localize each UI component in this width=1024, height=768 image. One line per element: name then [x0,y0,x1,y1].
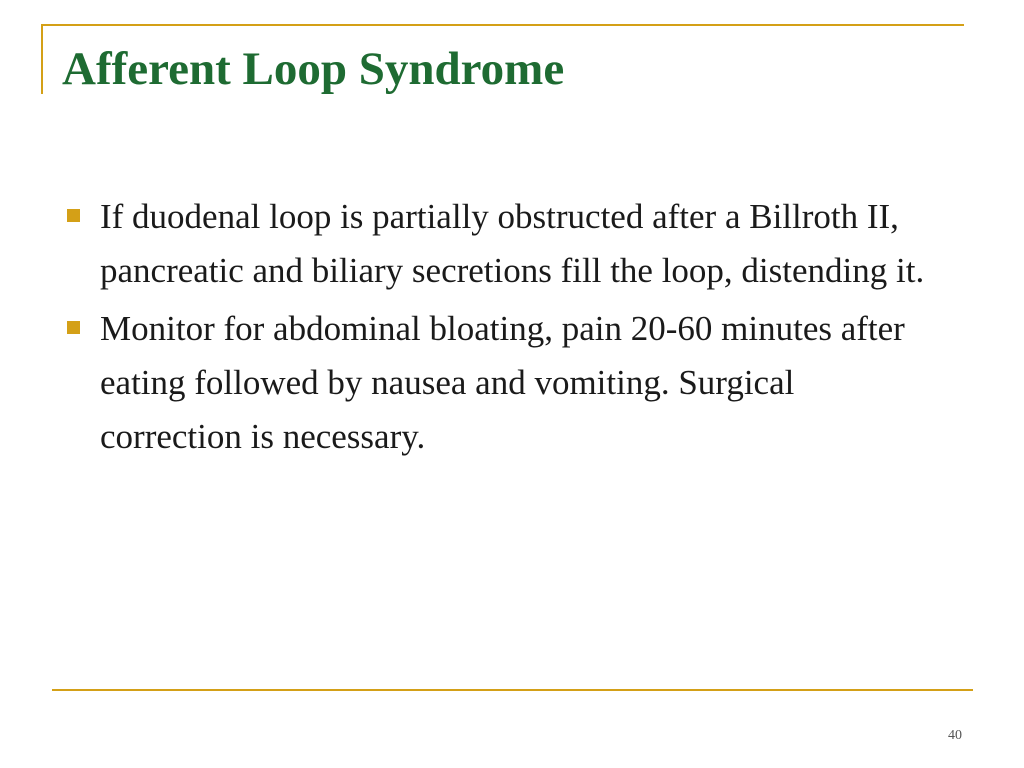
slide-title: Afferent Loop Syndrome [62,43,565,95]
left-divider [41,24,43,94]
bullet-list [64,190,944,468]
bullet-text: If duodenal loop is partially obstructed after a Billroth II, pancreatic and biliary secretions fill the loop, distending it. [100,197,925,290]
top-divider [41,24,964,26]
bullet-text: Monitor for abdominal bloating, pain 20-60 minutes after eating followed by nausea and vomiting. Surgical correction is necessary. [100,309,905,456]
square-bullet-icon [67,321,80,334]
bottom-divider [52,689,973,691]
bullet-item [64,190,944,298]
page-number: 40 [948,728,962,743]
bullet-item [64,302,944,464]
square-bullet-icon [67,209,80,222]
